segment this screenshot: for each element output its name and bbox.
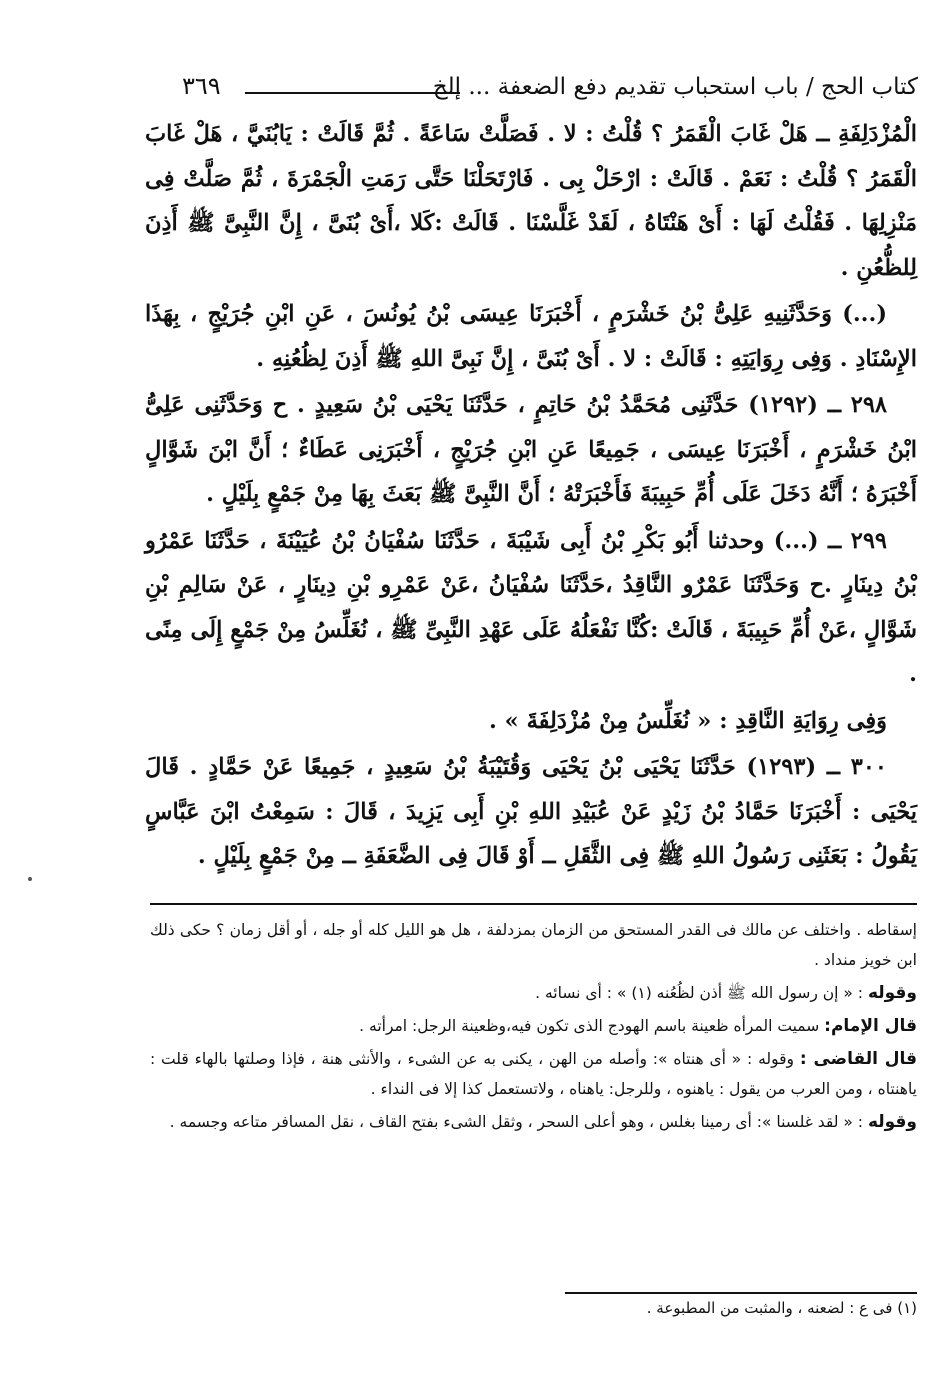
hadith-paragraph-5: وَفِى رِوَايَةِ النَّاقِدِ : « نُغَلِّسُ مِنْ مُزْدَلِفَةَ » . <box>489 707 887 734</box>
footnote-rule <box>565 1292 917 1294</box>
page-number: ٣٦٩ <box>182 72 221 100</box>
commentary-body: : « لقد غلسنا »: أى رمينا بغلس ، وهو أعلى السحر ، وثقل الشىء بفتح القاف ، نقل المسافر متاعه وجسمه . <box>169 1113 863 1131</box>
hadith-paragraph-6: ٣٠٠ ــ (١٢٩٣) حَدَّثَنَا يَحْيَى بْنُ يَحْيَى وَقُتَيْبَةُ بْنُ سَعِيدٍ ، جَمِيعًا عَنْ حَمَّادٍ . قَالَ يَحْيَى : أَخْبَرَنَا حَمَّادُ بْنُ زَيْدٍ عَنْ عُبَيْدِ اللهِ بْنِ أَبِى يَزِيدَ ، قَالَ : سَمِعْتُ ابْنَ عَبَّاسٍ يَقُولُ : بَعَثَنِى رَسُولُ اللهِ ﷺ فِى الثَّقَلِ ــ أَوْ قَالَ فِى الضَّعَفَةِ ــ مِنْ جَمْعٍ بِلَيْلٍ . <box>145 754 917 869</box>
commentary-lead: قال الإمام: <box>824 1016 917 1036</box>
hadith-paragraph-4: ٢٩٩ ــ (...) وحدثنا أَبُو بَكْرِ بْنُ أَبِى شَيْبَةَ ، حَدَّثَنَا سُفْيَانُ بْنُ عُيَيْنَةَ ، حَدَّثَنَا عَمْرُو بْنُ دِينَارٍ .ح وَحَدَّثَنَا عَمْرٌو النَّاقِدُ ،حَدَّثَنَا سُفْيَانُ ،عَنْ عَمْرِو بْنِ دِينَارٍ ، عَنْ سَالِمِ بْنِ شَوَّالٍ ،عَنْ أُمِّ حَبِيبَةَ ، قَالَتْ :كُنَّا نَفْعَلُهُ عَلَى عَهْدِ النَّبِىِّ ﷺ ، نُغَلِّسُ مِنْ جَمْعٍ إِلَى مِنًى . <box>145 527 917 687</box>
hadith-paragraph-2: (...) وَحَدَّثَنِيهِ عَلِىُّ بْنُ خَشْرَمٍ ، أَخْبَرَنَا عِيسَى بْنُ يُونُسَ ، عَنِ ابْنِ جُرَيْجٍ ، بِهَذَا الإِسْنَادِ . وَفِى رِوَايَتِهِ : قَالَتْ : لا . أَىْ بُنَىَّ ، إِنَّ نَبِىَّ اللهِ ﷺ أَذِنَ لِظُعُنِهِ . <box>145 301 917 372</box>
commentary-paragraph-5 <box>150 1107 917 1137</box>
commentary-paragraph-4 <box>150 1044 917 1104</box>
commentary-paragraph-3 <box>150 1011 917 1041</box>
running-header <box>170 68 918 108</box>
commentary-paragraph-2 <box>150 978 917 1008</box>
commentary-paragraph-1: إسقاطه . واختلف عن مالك فى القدر المستحق من الزمان بمزدلفة ، هل هو الليل كله أو جله ، أو أقل زمان ؟ حكى ذلك ابن خويز منداد . <box>150 921 917 969</box>
margin-speck <box>28 877 32 881</box>
commentary-lead: وقوله <box>867 983 917 1003</box>
commentary-body: : « إن رسول الله ﷺ أذن لظُعُنه (١) » : أى نسائه . <box>535 984 863 1002</box>
hadith-paragraph-3: ٢٩٨ ــ (١٢٩٢) حَدَّثَنِى مُحَمَّدُ بْنُ حَاتِمٍ ، حَدَّثَنَا يَحْيَى بْنُ سَعِيدٍ . ح وَحَدَّثَنِى عَلِىُّ ابْنُ خَشْرَمٍ ، أَخْبَرَنَا عِيسَى ، جَمِيعًا عَنِ ابْنِ جُرَيْجٍ ، أَخْبَرَنِى عَطَاءٌ ؛ أَنَّ ابْنَ شَوَّالٍ أَخْبَرَهُ ؛ أَنَّهُ دَخَلَ عَلَى أُمِّ حَبِيبَةَ فَأَخْبَرَتْهُ ؛ أَنَّ النَّبِىَّ ﷺ بَعَثَ بِهَا مِنْ جَمْعٍ بِلَيْلٍ . <box>145 392 917 507</box>
commentary-body: وقوله : « أى هنتاه »: وأصله من الهن ، يكنى به عن الشىء ، والأنثى هنة ، فإذا وصلتها بالهاء قلت : ياهنتاه ، ومن العرب من يقول : ياهنوه ، وللرجل: ياهناه ، ولاتستعمل كذا إلا فى النداء . <box>150 1050 917 1098</box>
commentary-lead: قال القاضى : <box>799 1049 918 1069</box>
footnote: (١) فى ع : لضعنه ، والمثبت من المطبوعة . <box>646 1299 917 1317</box>
commentary-body: سميت المرأه ظعينة باسم الهودج الذى تكون فيه،وظعينة الرجل: امرأته . <box>359 1017 820 1035</box>
header-rule <box>245 92 460 94</box>
hadith-text <box>145 112 917 879</box>
commentary <box>150 915 917 1140</box>
commentary-divider <box>150 903 917 905</box>
hadith-paragraph-1: الْمُزْدَلِفَةِ ــ هَلْ غَابَ الْقَمَرُ ؟ قُلْتُ : لا . فَصَلَّتْ سَاعَةً . ثُمَّ قَالَتْ : يَابُنَيَّ ، هَلْ غَابَ الْقَمَرُ ؟ قُلْتُ : نَعَمْ . قَالَتْ : ارْحَلْ بِى . فَارْتَحَلْنَا حَتَّى رَمَتِ الْجَمْرَةَ ، ثُمَّ صَلَّتْ فِى مَنْزِلِهَا . فَقُلْتُ لَهَا : أَىْ هَنْتَاهُ ، لَقَدْ غَلَّسْنَا . قَالَتْ :كَلا ،أَىْ بُنَىَّ ، إِنَّ النَّبِىَّ ﷺ أَذِنَ لِلظُّعُنِ . <box>145 121 917 281</box>
commentary-lead: وقوله <box>867 1112 917 1132</box>
header-title: كتاب الحج / باب استحباب تقديم دفع الضعفة ... إلخ <box>432 74 918 100</box>
